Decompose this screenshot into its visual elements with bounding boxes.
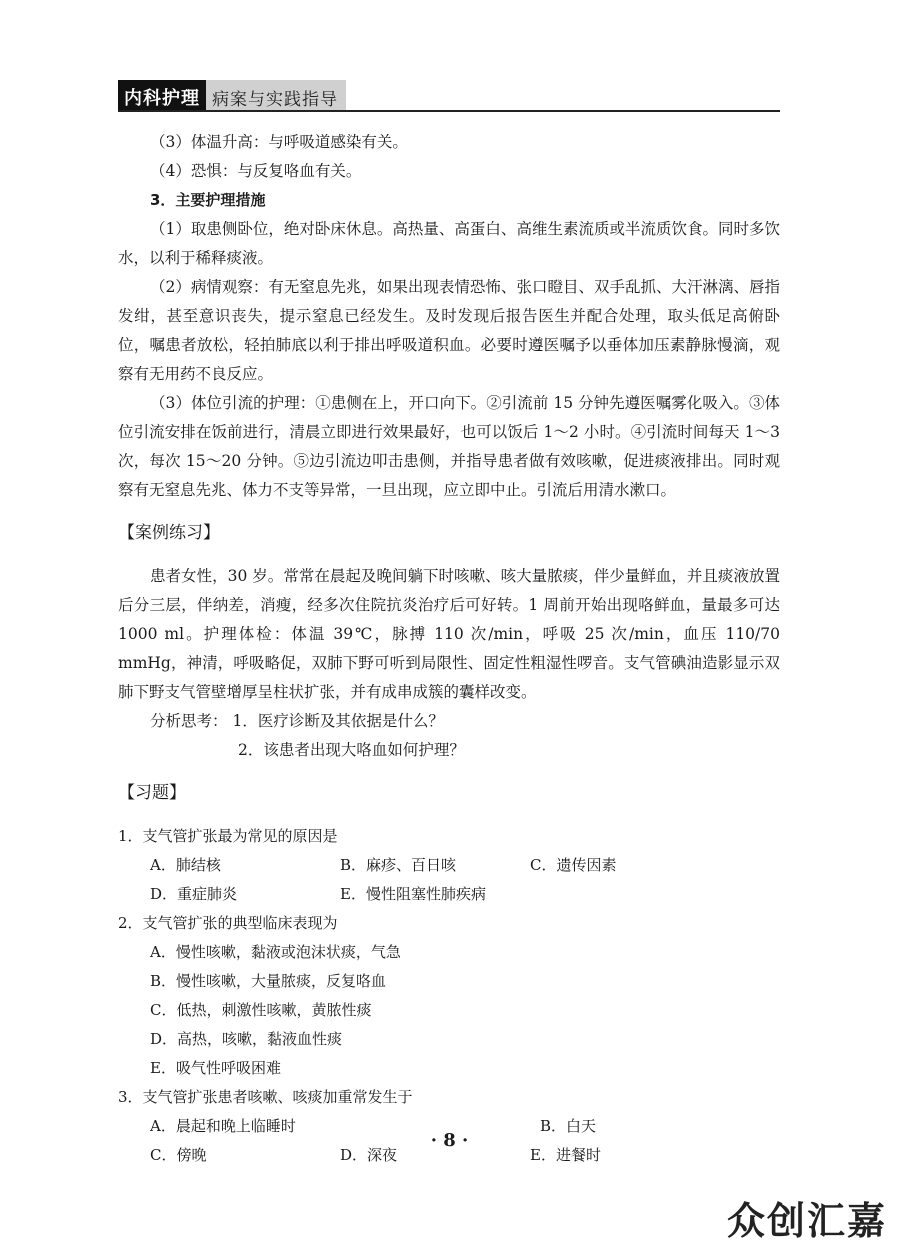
case-heading: 【案例练习】 — [118, 523, 220, 543]
option: D．深夜 — [340, 1146, 398, 1164]
diagnosis-3: （3）体温升高：与呼吸道感染有关。 — [150, 133, 408, 151]
think-row-1 — [118, 707, 780, 736]
think-question-2: 2．该患者出现大咯血如何护理？ — [238, 741, 465, 759]
question-1-options-row1 — [118, 851, 780, 880]
option: B．麻疹、百日咳 — [340, 856, 457, 874]
option: C．遗传因素 — [530, 856, 617, 874]
measure-1: （1）取患侧卧位，绝对卧床休息。高热量、高蛋白、高维生素流质或半流质饮食。同时多饮水，以利于稀释痰液。 — [118, 220, 780, 267]
option: D．高热，咳嗽，黏液血性痰 — [150, 1030, 343, 1048]
option: A．晨起和晚上临睡时 — [150, 1117, 296, 1135]
option: E．进餐时 — [530, 1146, 601, 1164]
watermark: 众创汇嘉 — [726, 1199, 887, 1243]
measure-3: （3）体位引流的护理：①患侧在上，开口向下。②引流前 15 分钟先遵医嘱雾化吸入。③体位引流安排在饭前进行，清晨立即进行效果最好，也可以饭后 1～2 小时。④引流时间每天 1～3 次，每次 15～20 分钟。⑤边引流边叩击患侧，并指导患者做有效咳嗽，促进痰液排出。同时观察有无窒息先兆、体力不支等异常，一旦出现，应立即中止。引流后用清水漱口。 — [118, 394, 780, 499]
nursing-measures-heading: 3．主要护理措施 — [150, 191, 266, 209]
question-1-options-row2 — [118, 880, 780, 909]
option: E．慢性阻塞性肺疾病 — [340, 885, 486, 903]
option: C．低热，刺激性咳嗽，黄脓性痰 — [150, 1001, 372, 1019]
exercises-heading: 【习题】 — [118, 783, 186, 803]
option: B．慢性咳嗽，大量脓痰，反复咯血 — [150, 972, 387, 990]
running-header — [118, 80, 346, 110]
option: D．重症肺炎 — [150, 885, 238, 903]
think-question-1: 1．医疗诊断及其依据是什么？ — [232, 712, 444, 730]
question-1-stem: 1．支气管扩张最为常见的原因是 — [118, 827, 338, 845]
page-number: · 8 · — [430, 1130, 469, 1151]
book-title: 内科护理 — [118, 80, 206, 110]
option: B．白天 — [540, 1117, 597, 1135]
measure-2: （2）病情观察：有无窒息先兆，如果出现表情恐怖、张口瞪目、双手乱抓、大汗淋漓、唇指发绀，甚至意识丧失，提示窒息已经发生。及时发现后报告医生并配合处理，取头低足高俯卧位，嘱患者放松，轻拍肺底以利于排出呼吸道积血。必要时遵医嘱予以垂体加压素静脉慢滴，观察有无用药不良反应。 — [118, 278, 780, 383]
case-text: 患者女性，30 岁。常常在晨起及晚间躺下时咳嗽、咳大量脓痰，伴少量鲜血，并且痰液放置后分三层，伴纳差，消瘦，经多次住院抗炎治疗后可好转。1 周前开始出现咯鲜血，量最多可达 1000 ml。护理体检：体温 39℃，脉搏 110 次/min，呼吸 25 次/min，血压 110/70 mmHg，神清，呼吸略促，双肺下野可听到局限性、固定性粗湿性啰音。支气管碘油造影显示双肺下野支气管壁增厚呈柱状扩张，并有成串成簇的囊样改变。 — [118, 567, 780, 701]
question-2-stem: 2．支气管扩张的典型临床表现为 — [118, 914, 338, 932]
question-3-stem: 3．支气管扩张患者咳嗽、咳痰加重常发生于 — [118, 1088, 413, 1106]
diagnosis-4: （4）恐惧：与反复咯血有关。 — [150, 162, 362, 180]
option: C．傍晚 — [150, 1146, 207, 1164]
header-rule — [118, 110, 780, 112]
think-label: 分析思考： — [150, 712, 228, 730]
page-content — [118, 128, 780, 1170]
option: A．肺结核 — [150, 856, 221, 874]
book-subtitle: 病案与实践指导 — [206, 80, 346, 110]
option: A．慢性咳嗽，黏液或泡沫状痰，气急 — [150, 943, 401, 961]
option: E．吸气性呼吸困难 — [150, 1059, 281, 1077]
